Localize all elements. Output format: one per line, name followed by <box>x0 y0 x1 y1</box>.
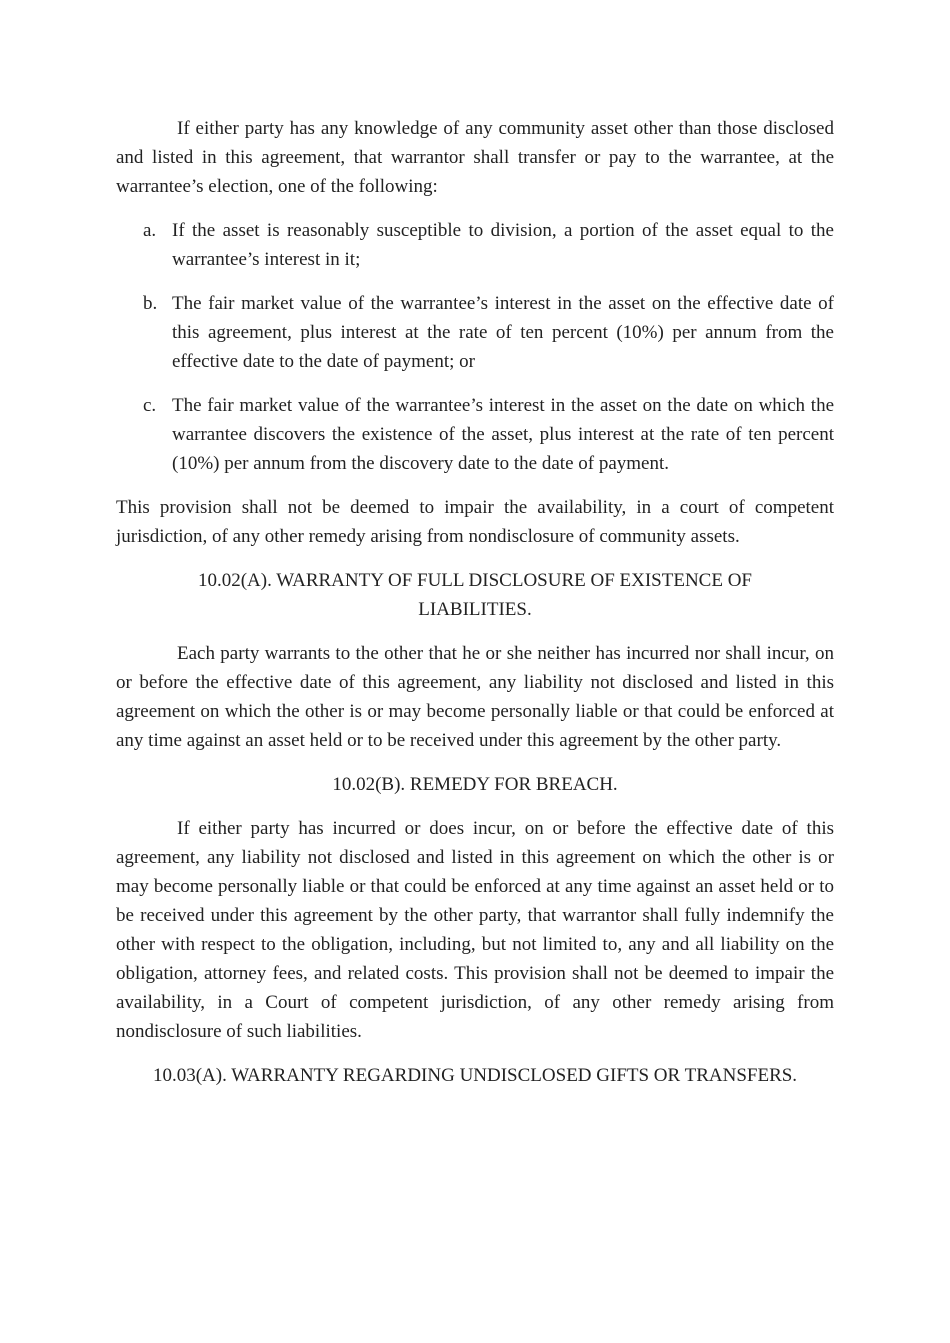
list-item <box>116 216 834 274</box>
section-heading-10-02a: 10.02(A). WARRANTY OF FULL DISCLOSURE OF EXISTENCE OF LIABILITIES. <box>197 570 752 620</box>
paragraph-10-02b: If either party has incurred or does incur, on or before the effective date of this agreement, any liability not disclosed and listed in this agreement on which the other is or may become personally liable or that could be enforced at any time against an asset held or to be received under this agreement by the other party, that warrantor shall fully indemnify the other with respect to the obligation, including, but not limited to, any and all liability on the obligation, attorney fees, and related costs. This provision shall not be deemed to impair the availability, in a Court of competent jurisdiction, of any other remedy arising from nondisclosure of such liabilities. <box>116 818 834 1042</box>
list-item <box>116 289 834 376</box>
remedy-options-list <box>116 216 834 478</box>
clause-text: If the asset is reasonably susceptible to division, a portion of the asset equal to the warrantee’s interest in it; <box>172 220 834 270</box>
clause-marker: a. <box>143 220 157 241</box>
provision-paragraph: This provision shall not be deemed to impair the availability, in a court of competent jurisdiction, of any other remedy arising from nondisclosure of community assets. <box>116 497 834 547</box>
clause-marker: b. <box>143 293 158 314</box>
paragraph-10-02a: Each party warrants to the other that he or she neither has incurred nor shall incur, on or before the effective date of this agreement, any liability not disclosed and listed in this agreement on which the other is or may become personally liable or that could be enforced at any time against an asset held or to be received under this agreement by the other party. <box>116 643 834 751</box>
list-item <box>116 391 834 478</box>
intro-paragraph: If either party has any knowledge of any community asset other than those disclosed and listed in this agreement, that warrantor shall transfer or pay to the warrantee, at the warrantee’s election, one of the following: <box>116 118 834 197</box>
document-page <box>116 114 834 1105</box>
clause-text: The fair market value of the warrantee’s interest in the asset on the date on which the warrantee discovers the existence of the asset, plus interest at the rate of ten percent (10%) per annum from the discovery date to the date of payment. <box>172 395 834 474</box>
clause-marker: c. <box>143 395 157 416</box>
clause-text: The fair market value of the warrantee’s interest in the asset on the effective date of this agreement, plus interest at the rate of ten percent (10%) per annum from the effective date to the date of payment; or <box>172 293 834 372</box>
section-heading-10-02b: 10.02(B). REMEDY FOR BREACH. <box>332 774 618 795</box>
section-heading-10-03a: 10.03(A). WARRANTY REGARDING UNDISCLOSED GIFTS OR TRANSFERS. <box>152 1065 798 1086</box>
